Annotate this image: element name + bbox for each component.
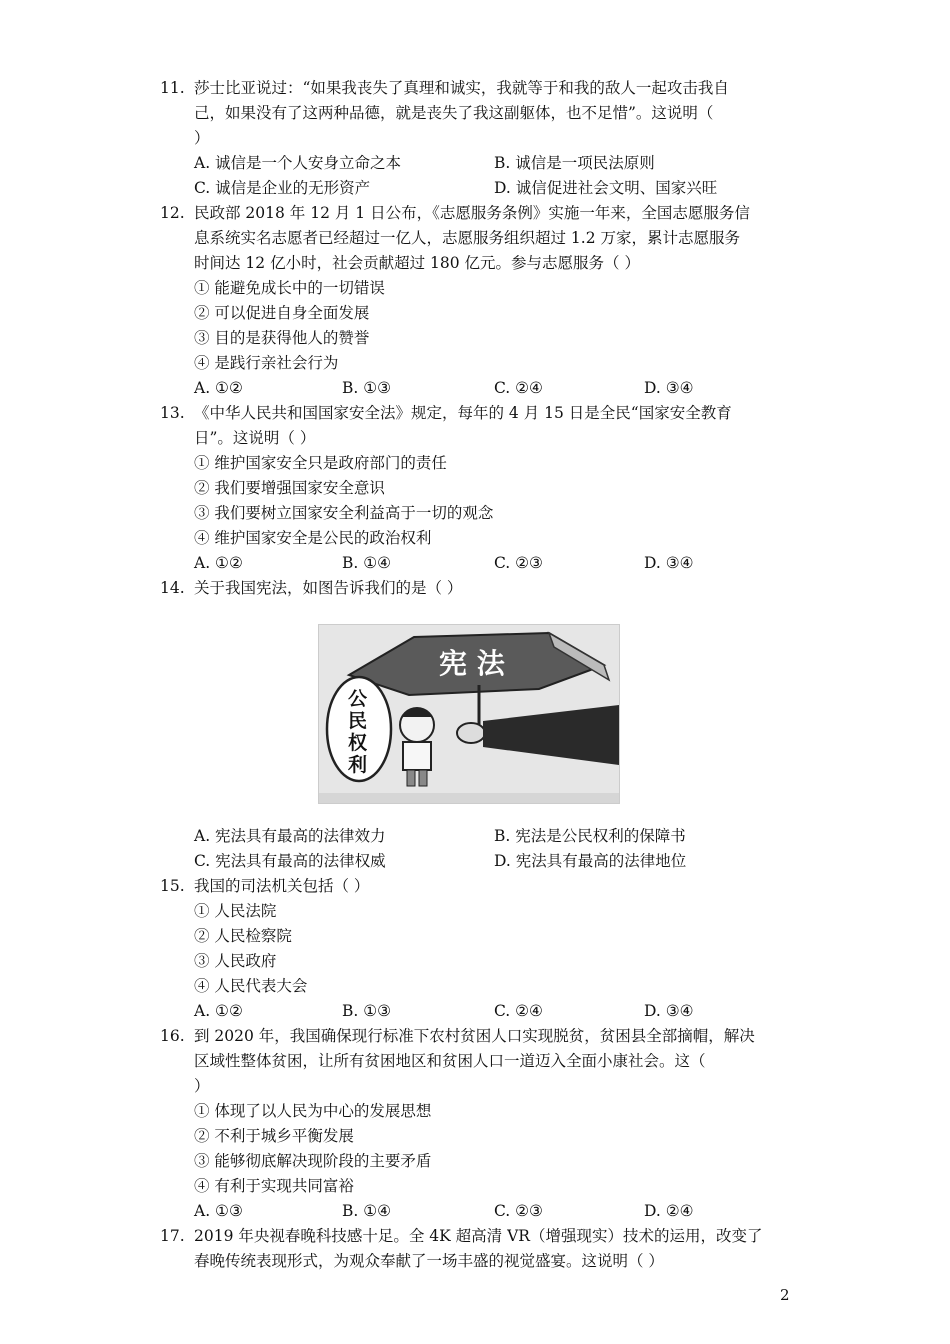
book-title: 宪 法 bbox=[439, 647, 505, 680]
question-text: 时间达 12 亿小时，社会贡献超过 180 亿元。参与志愿服务（ ） bbox=[194, 254, 640, 272]
option-b: B. ①④ bbox=[342, 1202, 392, 1220]
option-c: C. ②④ bbox=[494, 379, 543, 397]
statement: ③ 我们要树立国家安全利益高于一切的观念 bbox=[194, 504, 494, 522]
question-number: 15. bbox=[160, 877, 185, 895]
question-number: 12. bbox=[160, 204, 185, 222]
question-text: 关于我国宪法，如图告诉我们的是（ ） bbox=[194, 579, 463, 597]
option-d: D. ③④ bbox=[644, 554, 694, 572]
option-d: D. ③④ bbox=[644, 1002, 694, 1020]
question-number: 17. bbox=[160, 1227, 185, 1245]
question-text: ） bbox=[194, 129, 210, 147]
question-text: 我国的司法机关包括（ ） bbox=[194, 877, 370, 895]
option-c: C. 诚信是企业的无形资产 bbox=[194, 179, 371, 197]
question-text: 己，如果没有了这两种品德，就是丧失了我这副躯体，也不足惜”。这说明（ bbox=[194, 104, 714, 122]
option-c: C. 宪法具有最高的法律权威 bbox=[194, 852, 386, 870]
statement: ④ 人民代表大会 bbox=[194, 977, 308, 995]
statement: ① 维护国家安全只是政府部门的责任 bbox=[194, 454, 447, 472]
question-text: 日”。这说明（ ） bbox=[194, 429, 316, 447]
ground bbox=[319, 793, 619, 803]
child-body bbox=[403, 742, 431, 770]
option-d: D. 宪法具有最高的法律地位 bbox=[494, 852, 687, 870]
option-a: A. ①② bbox=[194, 1002, 243, 1020]
cartoon-illustration bbox=[319, 625, 619, 803]
child-leg bbox=[407, 770, 415, 786]
statement: ④ 维护国家安全是公民的政治权利 bbox=[194, 529, 432, 547]
question-number: 14. bbox=[160, 579, 185, 597]
statement: ① 体现了以人民为中心的发展思想 bbox=[194, 1102, 432, 1120]
option-b: B. ①③ bbox=[342, 1002, 392, 1020]
bubble-char: 权 bbox=[348, 732, 368, 754]
bubble-char: 利 bbox=[348, 754, 368, 776]
option-b: B. 诚信是一项民法原则 bbox=[494, 154, 655, 172]
statement: ② 我们要增强国家安全意识 bbox=[194, 479, 385, 497]
bubble-char: 公 bbox=[348, 688, 368, 710]
hand bbox=[457, 723, 485, 743]
option-d: D. 诚信促进社会文明、国家兴旺 bbox=[494, 179, 718, 197]
option-a: A. ①③ bbox=[194, 1202, 243, 1220]
option-b: B. 宪法是公民权利的保障书 bbox=[494, 827, 686, 845]
question-text: 莎士比亚说过：“如果我丧失了真理和诚实，我就等于和我的敌人一起攻击我自 bbox=[194, 79, 729, 97]
question-text: 息系统实名志愿者已经超过一亿人，志愿服务组织超过 1.2 万家，累计志愿服务 bbox=[194, 229, 741, 247]
statement: ③ 能够彻底解决现阶段的主要矛盾 bbox=[194, 1152, 432, 1170]
statement: ① 能避免成长中的一切错误 bbox=[194, 279, 385, 297]
option-d: D. ②④ bbox=[644, 1202, 694, 1220]
statement: ② 人民检察院 bbox=[194, 927, 292, 945]
option-d: D. ③④ bbox=[644, 379, 694, 397]
option-c: C. ②③ bbox=[494, 1202, 543, 1220]
question-text: 《中华人民共和国国家安全法》规定，每年的 4 月 15 日是全民“国家安全教育 bbox=[194, 404, 732, 422]
statement: ④ 是践行亲社会行为 bbox=[194, 354, 339, 372]
child-leg bbox=[419, 770, 427, 786]
question-text: ） bbox=[194, 1077, 210, 1095]
question-text: 春晚传统表现形式，为观众奉献了一场丰盛的视觉盛宴。这说明（ ） bbox=[194, 1252, 664, 1270]
option-a: A. ①② bbox=[194, 554, 243, 572]
question-number: 13. bbox=[160, 404, 185, 422]
option-a: A. ①② bbox=[194, 379, 243, 397]
option-c: C. ②④ bbox=[494, 1002, 543, 1020]
constitution-cartoon bbox=[318, 624, 620, 804]
option-a: A. 宪法具有最高的法律效力 bbox=[194, 827, 386, 845]
question-text: 2019 年央视春晚科技感十足。全 4K 超高清 VR（增强现实）技术的运用，改变了 bbox=[194, 1227, 763, 1245]
question-text: 区域性整体贫困，让所有贫困地区和贫困人口一道迈入全面小康社会。这（ bbox=[194, 1052, 706, 1070]
question-number: 16. bbox=[160, 1027, 185, 1045]
bubble-char: 民 bbox=[348, 710, 368, 732]
statement: ③ 目的是获得他人的赞誉 bbox=[194, 329, 370, 347]
page-number: 2 bbox=[780, 1286, 790, 1304]
statement: ③ 人民政府 bbox=[194, 952, 277, 970]
statement: ① 人民法院 bbox=[194, 902, 277, 920]
option-b: B. ①④ bbox=[342, 554, 392, 572]
statement: ② 可以促进自身全面发展 bbox=[194, 304, 370, 322]
question-number: 11. bbox=[160, 79, 185, 97]
option-a: A. 诚信是一个人安身立命之本 bbox=[194, 154, 402, 172]
option-b: B. ①③ bbox=[342, 379, 392, 397]
question-text: 到 2020 年，我国确保现行标准下农村贫困人口实现脱贫，贫困县全部摘帽，解决 bbox=[194, 1027, 755, 1045]
option-c: C. ②③ bbox=[494, 554, 543, 572]
statement: ④ 有利于实现共同富裕 bbox=[194, 1177, 354, 1195]
statement: ② 不利于城乡平衡发展 bbox=[194, 1127, 354, 1145]
question-text: 民政部 2018 年 12 月 1 日公布，《志愿服务条例》实施一年来，全国志愿服务信 bbox=[194, 204, 750, 222]
